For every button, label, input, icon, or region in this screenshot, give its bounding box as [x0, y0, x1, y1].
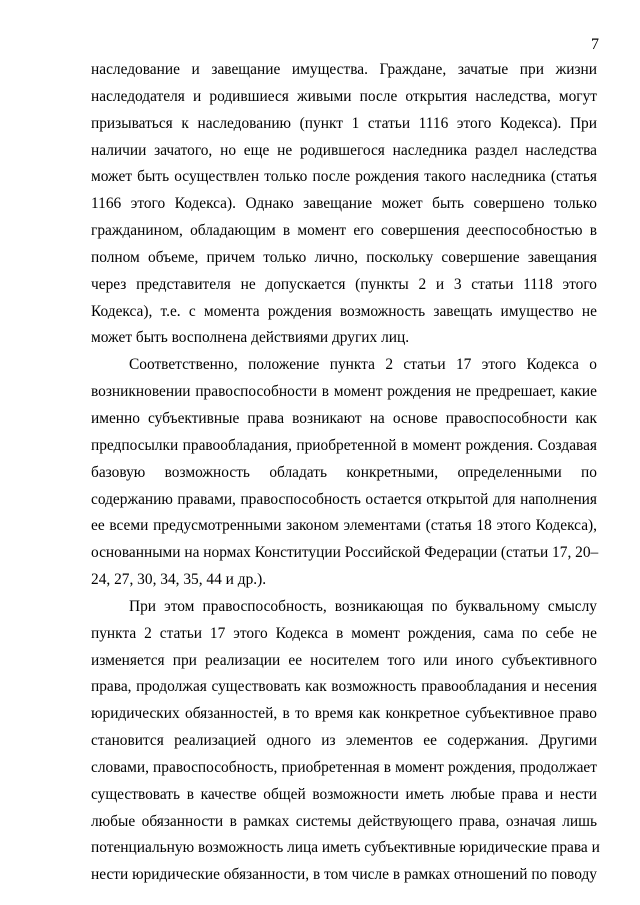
text-line: 24, 27, 30, 34, 35, 44 и др.).: [91, 571, 267, 589]
text-line: существовать в качестве общей возможности иметь любые права и нести: [91, 785, 597, 803]
text-line: Кодекса), т.е. с момента рождения возможность завещать имущество не: [91, 302, 597, 320]
text-line: юридических обязанностей, в то время как конкретное субъективное право: [91, 705, 597, 723]
text-line: потенциальную возможность лица иметь субъективные юридические права и: [91, 839, 600, 857]
text-line: через представителя не допускается (пункты 2 и 3 статьи 1118 этого: [91, 275, 597, 293]
paragraph-2: [91, 352, 597, 594]
page-number: 7: [591, 36, 599, 53]
text-line: изменяется при реализации ее носителем того или иного субъективного: [91, 651, 597, 669]
text-line: может быть осуществлен только после рождения такого наследника (статья: [91, 168, 597, 186]
text-line: возникновении правоспособности в момент рождения не предрешает, какие: [91, 383, 597, 401]
text-line: словами, правоспособность, приобретенная в момент рождения, продолжает: [91, 758, 597, 776]
text-line: При этом правоспособность, возникающая по буквальному смыслу: [129, 597, 597, 615]
text-line: призываться к наследованию (пункт 1 статьи 1116 этого Кодекса). При: [91, 114, 597, 132]
text-line: наличии зачатого, но еще не родившегося наследника раздел наследства: [91, 141, 597, 159]
paragraph-1: [91, 57, 597, 352]
text-line: Соответственно, положение пункта 2 статьи 17 этого Кодекса о: [129, 356, 597, 374]
text-line: именно субъективные права возникают на основе правоспособности как: [91, 409, 597, 427]
text-line: базовую возможность обладать конкретными, определенными по: [91, 463, 597, 481]
text-line: пункта 2 статьи 17 этого Кодекса в момент рождения, сама по себе не: [91, 624, 597, 642]
text-line: наследование и завещание имущества. Граждане, зачатые при жизни: [91, 61, 597, 78]
text-line: 1166 этого Кодекса). Однако завещание может быть совершено только: [91, 195, 597, 213]
text-line: предпосылки правообладания, приобретенной в момент рождения. Создавая: [91, 436, 597, 454]
text-line: права, продолжая существовать как возможность правообладания и несения: [91, 678, 597, 696]
text-line: наследодателя и родившиеся живыми после открытия наследства, могут: [91, 87, 597, 105]
body-text: [91, 57, 600, 889]
paragraph-3: [91, 594, 600, 889]
text-line: становится реализацией одного из элементов ее содержания. Другими: [91, 732, 597, 750]
text-line: нести юридические обязанности, в том числе в рамках отношений по поводу: [91, 866, 597, 884]
text-line: гражданином, обладающим в момент его совершения дееспособностью в: [91, 222, 597, 240]
text-line: любые обязанности в рамках системы действующего права, означая лишь: [91, 812, 597, 830]
text-line: основанными на нормах Конституции Российской Федерации (статьи 17, 20–: [91, 544, 599, 562]
text-line: может быть восполнена действиями других лиц.: [91, 329, 410, 347]
text-line: полном объеме, причем только лично, поскольку совершение завещания: [91, 248, 597, 266]
text-line: содержанию правами, правоспособность остается открытой для наполнения: [91, 490, 597, 508]
text-line: ее всеми предусмотренными законом элементами (статья 18 этого Кодекса),: [91, 517, 597, 535]
